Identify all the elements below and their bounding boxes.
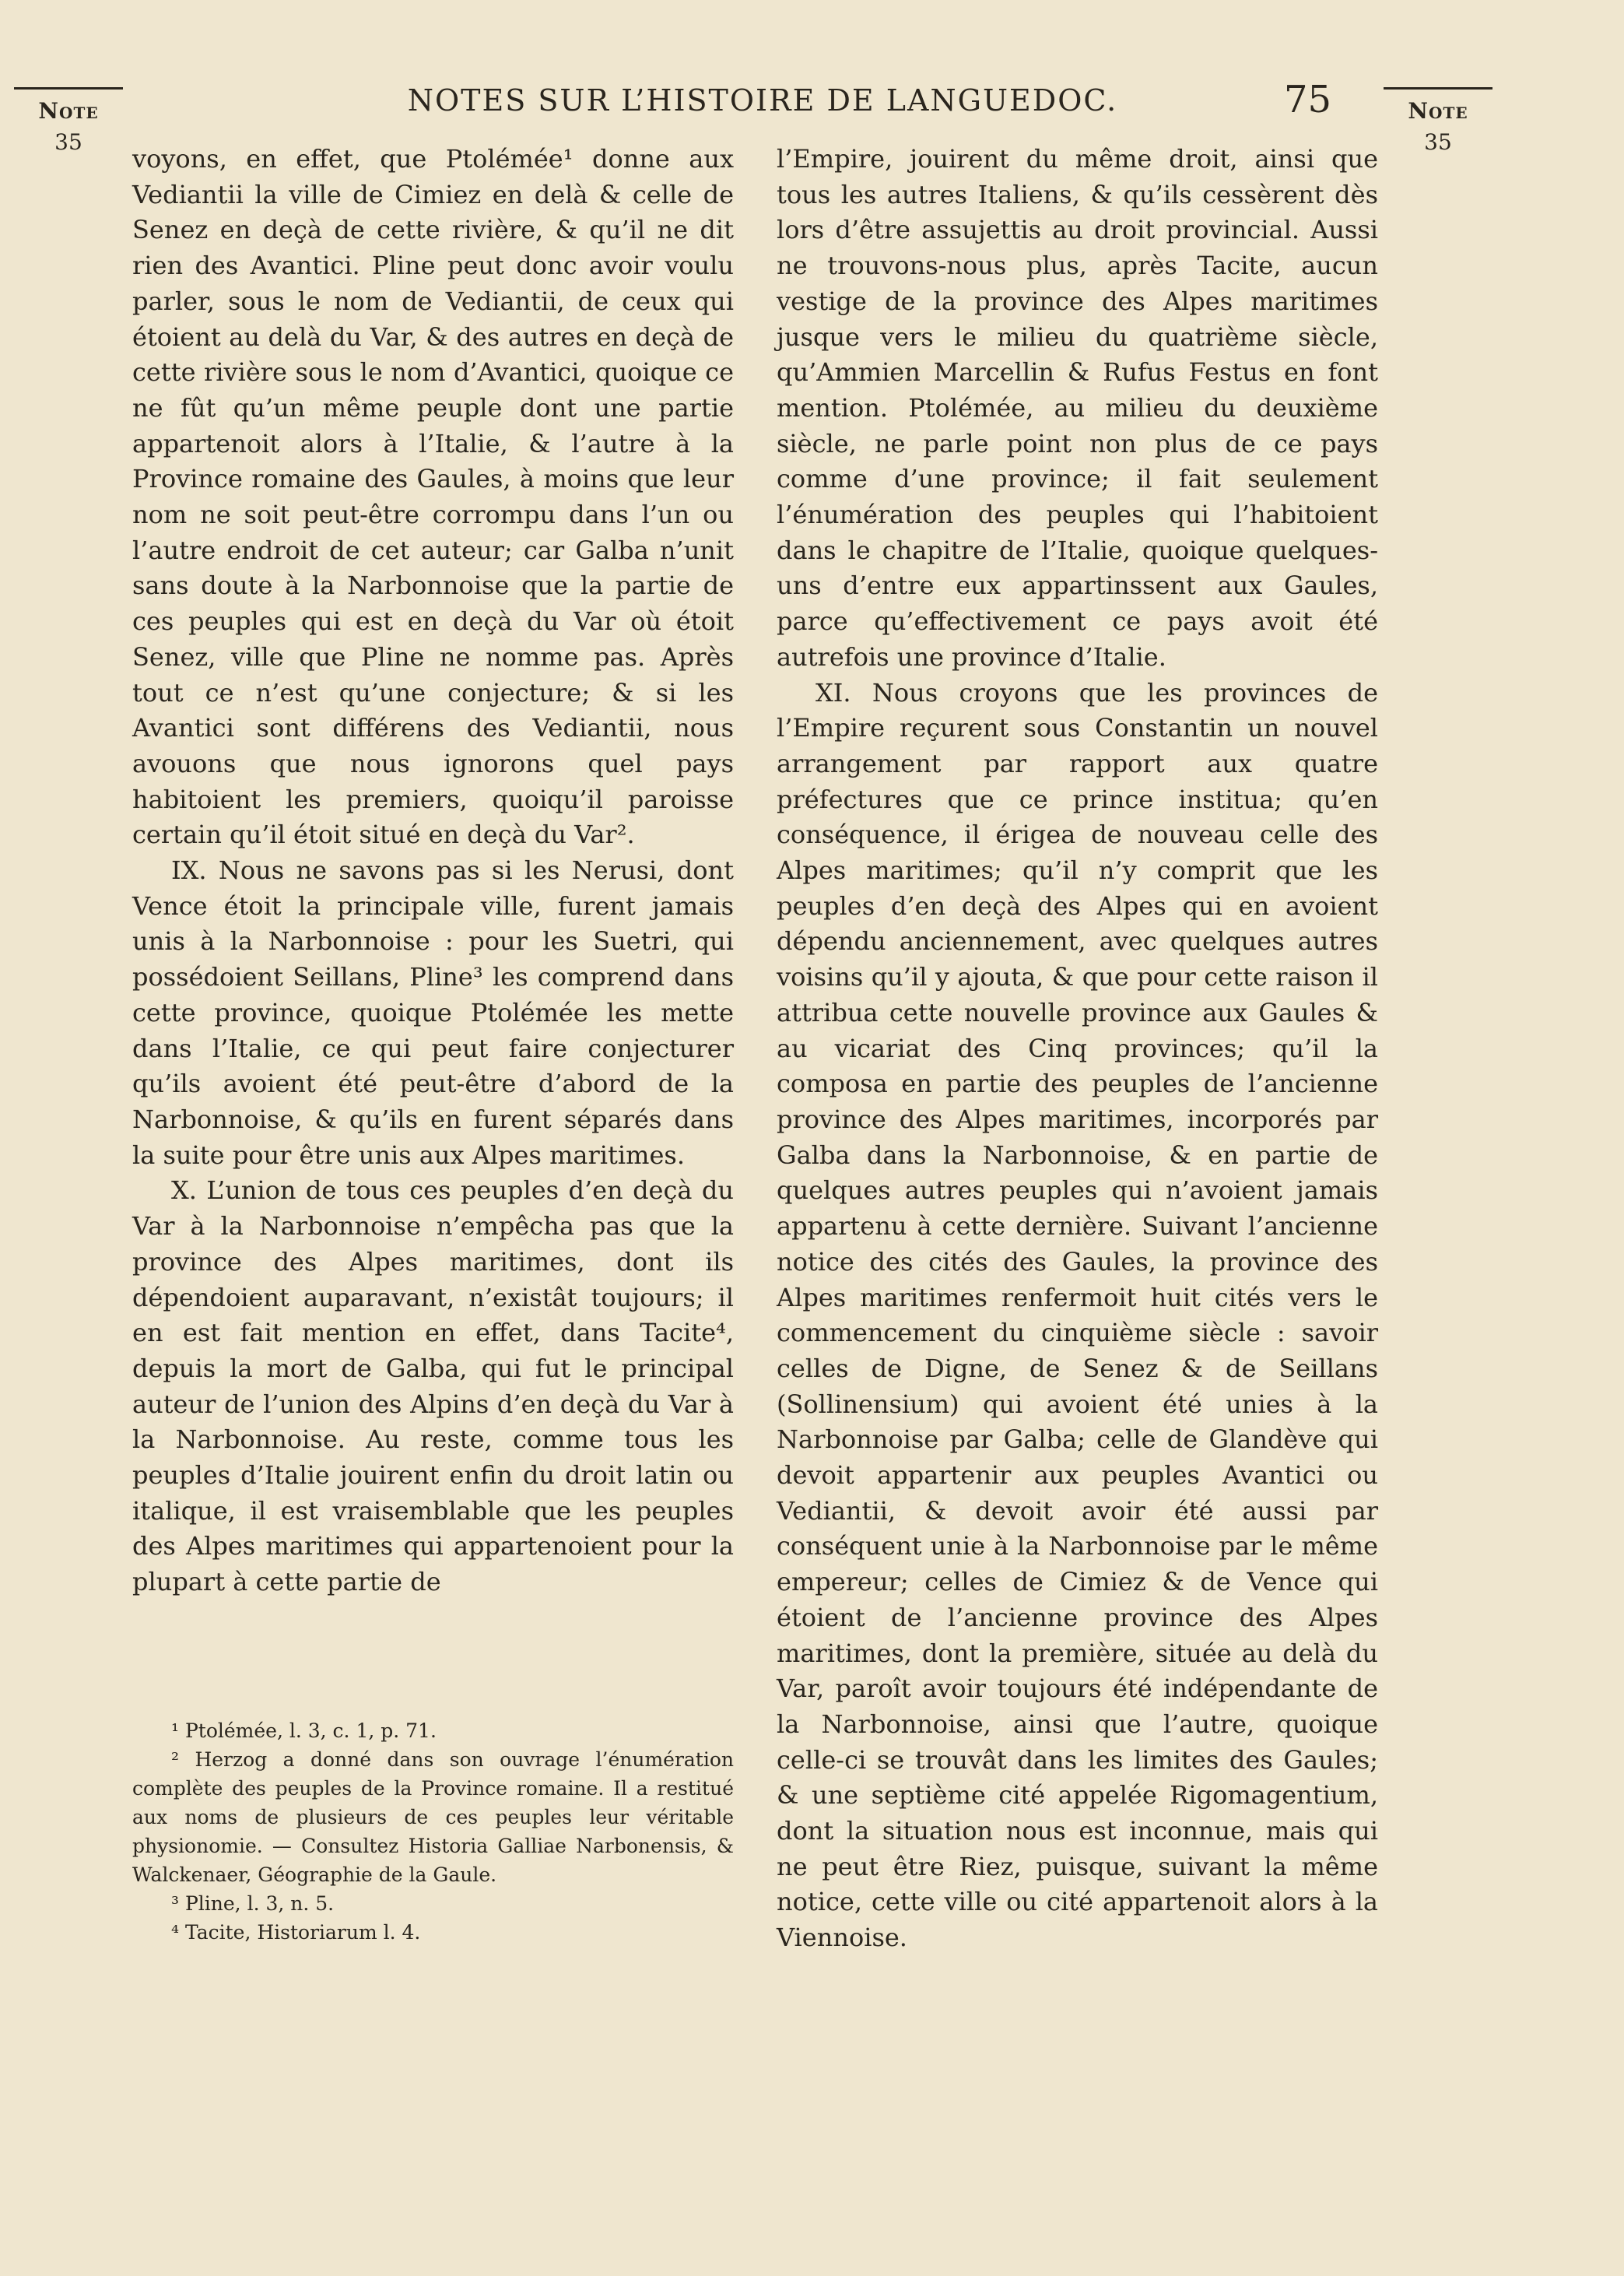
paragraph-left-continuation: voyons, en effet, que Ptolémée¹ donne aux Vediantii la ville de Cimiez en delà & celle de Senez en deçà de cette rivière, & qu’il ne dit rien des Avantici. Pline peut donc avoir voulu parler, sous le nom de Vediantii, de ceux qui étoient au delà du Var, & des autres en deçà de cette rivière sous le nom d’Avantici, quoique ce ne fût qu’un même peuple dont une partie appartenoit alors à l’Italie, & l’autre à la Province romaine des Gaules, à moins que leur nom ne soit peut-être corrompu dans l’un ou l’autre endroit de cet auteur; car Galba n’unit sans doute à la Narbonnoise que la partie de ces peuples qui est en deçà du Var où étoit Senez, ville que Pline ne nomme pas. Après tout ce n’est qu’une conjecture; & si les Avantici sont différens des Vediantii, nous avouons que nous ignorons quel pays habitoient les premiers, quoiqu’il paroisse certain qu’il étoit situé en deçà du Var². (132, 144, 734, 850)
right-column (777, 142, 1378, 1956)
margin-note-left (14, 87, 123, 158)
footnote-3: ³ Pline, l. 3, n. 5. (171, 1892, 335, 1915)
paragraph-x: X. L’union de tous ces peuples d’en deçà du Var à la Narbonnoise n’empêcha pas que la province des Alpes maritimes, dont ils dépendoient auparavant, n’existât toujours; il en est fait mention en effet, dans Tacite⁴, depuis la mort de Galba, qui fut le principal auteur de l’union des Alpins d’en deçà du Var à la Narbonnoise. Au reste, comme tous les peuples d’Italie jouirent enfin du droit latin ou italique, il est vraisemblable que les peuples des Alpes maritimes qui appartenoient pour la plupart à cette partie de (132, 1175, 734, 1597)
margin-note-right-number: 35 (1424, 129, 1452, 155)
footnotes (132, 1716, 734, 1947)
margin-note-right (1384, 87, 1492, 158)
footnote-2: ² Herzog a donné dans son ouvrage l’énumération complète des peuples de la Province romaine. Il a restitué aux noms de plusieurs de ces peuples leur véritable physionomie. — Consultez Historia Galliae Narbonensis, & Walckenaer, Géographie de la Gaule. (132, 1748, 734, 1886)
margin-rule-right (1384, 87, 1492, 90)
margin-rule-left (14, 87, 123, 90)
margin-note-left-number: 35 (54, 129, 82, 155)
running-head: NOTES SUR L’HISTOIRE DE LANGUEDOC. (407, 83, 1118, 118)
margin-note-right-label: Note (1408, 98, 1468, 124)
paragraph-right-continuation: l’Empire, jouirent du même droit, ainsi que tous les autres Italiens, & qu’ils cessèrent dès lors d’être assujettis au droit provincial. Aussi ne trouvons-nous plus, après Tacite, aucun vestige de la province des Alpes maritimes jusque vers le milieu du quatrième siècle, qu’Ammien Marcellin & Rufus Festus en font mention. Ptolémée, au milieu du deuxième siècle, ne parle point non plus de ce pays comme d’une province; il fait seulement l’énumération des peuples qui l’habitoient dans le chapitre de l’Italie, quoique quelques-uns d’entre eux appartinssent aux Gaules, parce qu’effectivement ce pays avoit été autrefois une province d’Italie. (777, 144, 1378, 672)
footnote-1: ¹ Ptolémée, l. 3, c. 1, p. 71. (171, 1719, 437, 1742)
margin-note-left-label: Note (38, 98, 99, 124)
footnote-4: ⁴ Tacite, Historiarum l. 4. (171, 1921, 421, 1944)
paragraph-ix: IX. Nous ne savons pas si les Nerusi, dont Vence étoit la principale ville, furent jamais unis à la Narbonnoise : pour les Suetri, qui possédoient Seillans, Pline³ les comprend dans cette province, quoique Ptolémée les mette dans l’Italie, ce qui peut faire conjecturer qu’ils avoient été peut-être d’abord de la Narbonnoise, & qu’ils en furent séparés dans la suite pour être unis aux Alpes maritimes. (132, 855, 734, 1170)
left-column (132, 142, 734, 1600)
page-number: 75 (1284, 78, 1332, 121)
paragraph-xi: XI. Nous croyons que les provinces de l’Empire reçurent sous Constantin un nouvel arrangement par rapport aux quatre préfectures que ce prince institua; qu’en conséquence, il érigea de nouveau celle des Alpes maritimes; qu’il n’y comprit que les peuples d’en deçà des Alpes qui en avoient dépendu anciennement, avec quelques autres voisins qu’il y ajouta, & que pour cette raison il attribua cette nouvelle province aux Gaules & au vicariat des Cinq provinces; qu’il la composa en partie des peuples de l’ancienne province des Alpes maritimes, incorporés par Galba dans la Narbonnoise, & en partie de quelques autres peuples qui n’avoient jamais appartenu à cette dernière. Suivant l’ancienne notice des cités des Gaules, la province des Alpes maritimes renfermoit huit cités vers le commencement du cinquième siècle : savoir celles de Digne, de Senez & de Seillans (Sollinensium) qui avoient été unies à la Narbonnoise par Galba; celle de Glandève qui devoit appartenir aux peuples Avantici ou Vediantii, & devoit avoir été aussi par conséquent unie à la Narbonnoise par le même empereur; celles de Cimiez & de Vence qui étoient de l’ancienne province des Alpes maritimes, dont la première, située au delà du Var, paroît avoir toujours été indépendante de la Narbonnoise, ainsi que l’autre, quoique celle-ci se trouvât dans les limites des Gaules; & une septième cité appelée Rigomagentium, dont la situation nous est inconnue, mais qui ne peut être Riez, puisque, suivant la même notice, cette ville ou cité appartenoit alors à la Viennoise. (777, 677, 1378, 1953)
